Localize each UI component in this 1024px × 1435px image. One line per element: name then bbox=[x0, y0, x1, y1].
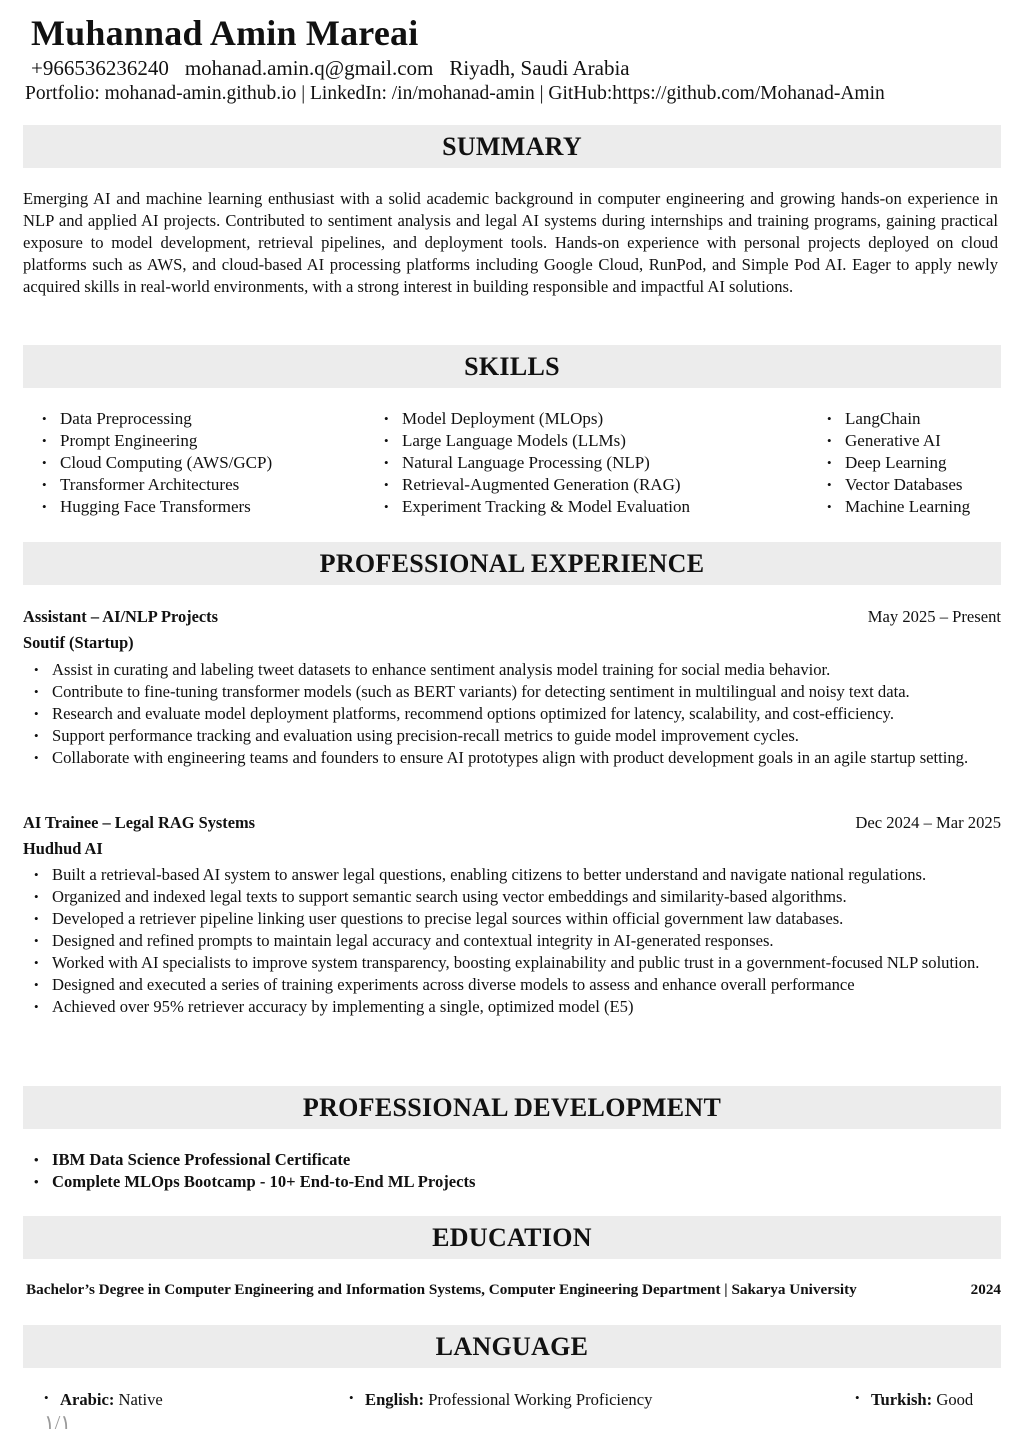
section-header-skills bbox=[23, 345, 1001, 388]
skill-item: • Hugging Face Transformers bbox=[38, 496, 272, 518]
education-entry bbox=[26, 1281, 1001, 1299]
section-header-language bbox=[23, 1325, 1001, 1368]
location: Riyadh, Saudi Arabia bbox=[449, 56, 630, 80]
list-item: • Built a retrieval-based AI system to answer legal questions, enabling citizens to better understand and navigate national regulations. bbox=[30, 864, 952, 886]
list-item: • Achieved over 95% retriever accuracy by implementing a single, optimized model (E5) bbox=[30, 996, 1005, 1018]
language-item bbox=[851, 1390, 973, 1410]
list-item: • Assist in curating and labeling tweet datasets to enhance sentiment analysis model training for social media behavior. bbox=[30, 659, 1005, 681]
list-item: • Designed and executed a series of training experiments across diverse models to assess and enhance overall performance bbox=[30, 974, 1005, 996]
job-company: Soutif (Startup) bbox=[23, 633, 134, 652]
job-dates: Dec 2024 – Mar 2025 bbox=[855, 813, 1001, 832]
section-header-development bbox=[23, 1086, 1001, 1129]
contact-line bbox=[31, 56, 630, 81]
graduation-year: 2024 bbox=[970, 1281, 1001, 1298]
section-header-experience bbox=[23, 542, 1001, 585]
language-item bbox=[345, 1390, 652, 1410]
language-item bbox=[40, 1390, 163, 1410]
skill-item: • Natural Language Processing (NLP) bbox=[380, 452, 690, 474]
job-company: Hudhud AI bbox=[23, 839, 103, 858]
section-header-summary bbox=[23, 125, 1001, 168]
language-name: Turkish: bbox=[871, 1390, 933, 1409]
skills-column-3 bbox=[823, 408, 970, 518]
skill-item: • Machine Learning bbox=[823, 496, 970, 518]
section-title: EDUCATION bbox=[432, 1222, 592, 1252]
degree: Bachelor’s Degree in Computer Engineering and Information Systems, Computer Engineering Department | Sakarya University bbox=[26, 1281, 857, 1298]
list-item: • Collaborate with engineering teams and founders to ensure AI prototypes align with product development goals in an agile startup setting. bbox=[30, 747, 972, 769]
skill-item: • Model Deployment (MLOps) bbox=[380, 408, 690, 430]
job-title: Assistant – AI/NLP Projects bbox=[23, 607, 219, 626]
language-name: Arabic: bbox=[60, 1390, 115, 1409]
list-item: • Worked with AI specialists to improve system transparency, boosting explainability and public trust in a government-focused NLP solution. bbox=[30, 952, 992, 974]
section-title: PROFESSIONAL DEVELOPMENT bbox=[302, 1092, 722, 1122]
skill-item: • Large Language Models (LLMs) bbox=[380, 430, 690, 452]
skill-item: • Cloud Computing (AWS/GCP) bbox=[38, 452, 272, 474]
skill-item: • Generative AI bbox=[823, 430, 970, 452]
skill-item: • Retrieval-Augmented Generation (RAG) bbox=[380, 474, 690, 496]
job-bullets bbox=[30, 659, 1005, 769]
list-item: • Developed a retriever pipeline linking user questions to precise legal sources within official government law databases. bbox=[30, 908, 1005, 930]
list-item: • Contribute to fine-tuning transformer models (such as BERT variants) for detecting sentiment in multilingual and noisy text data. bbox=[30, 681, 1005, 703]
skill-item: • Transformer Architectures bbox=[38, 474, 272, 496]
language-level: Professional Working Proficiency bbox=[428, 1390, 653, 1409]
section-title: SKILLS bbox=[464, 351, 560, 381]
page-number: ١/١ bbox=[44, 1412, 72, 1434]
skill-item: • LangChain bbox=[823, 408, 970, 430]
language-name: English: bbox=[365, 1390, 425, 1409]
section-header-education bbox=[23, 1216, 1001, 1259]
list-item: • Support performance tracking and evaluation using precision-recall metrics to guide model improvement cycles. bbox=[30, 725, 1005, 747]
job-bullets bbox=[30, 864, 1005, 1018]
skill-item: • Experiment Tracking & Model Evaluation bbox=[380, 496, 690, 518]
section-title: PROFESSIONAL EXPERIENCE bbox=[319, 548, 705, 578]
candidate-name: Muhannad Amin Mareai bbox=[31, 13, 419, 53]
section-title: LANGUAGE bbox=[435, 1331, 589, 1361]
summary-text: Emerging AI and machine learning enthusiast with a solid academic background in computer engineering and growing hands-on experience in NLP and applied AI projects. Contributed to sentiment analysis and legal AI systems during internships and training programs, gaining practical exposure to model development, retrieval pipelines, and deployment tools. Hands-on experience with personal projects deployed on cloud platforms such as AWS, and cloud-based AI processing platforms including Google Cloud, RunPod, and Simple Pod AI. Eager to apply newly acquired skills in real-world environments, with a strong interest in building responsible and impactful AI solutions. bbox=[23, 189, 998, 296]
language-level: Good bbox=[936, 1390, 974, 1409]
section-title: SUMMARY bbox=[442, 131, 582, 161]
skills-column-1 bbox=[38, 408, 272, 518]
skill-item: • Deep Learning bbox=[823, 452, 970, 474]
list-item: • Organized and indexed legal texts to support semantic search using vector embeddings and similarity-based algorithms. bbox=[30, 886, 1005, 908]
job-title: AI Trainee – Legal RAG Systems bbox=[23, 813, 256, 832]
list-item: • IBM Data Science Professional Certificate bbox=[30, 1149, 1005, 1171]
list-item: • Designed and refined prompts to maintain legal accuracy and contextual integrity in AI-generated responses. bbox=[30, 930, 1005, 952]
skill-item: • Vector Databases bbox=[823, 474, 970, 496]
job-dates: May 2025 – Present bbox=[867, 607, 1001, 626]
phone: +966536236240 bbox=[31, 56, 169, 80]
skill-item: • Data Preprocessing bbox=[38, 408, 272, 430]
language-level: Native bbox=[118, 1390, 163, 1409]
skill-item: • Prompt Engineering bbox=[38, 430, 272, 452]
email: mohanad.amin.q@gmail.com bbox=[184, 56, 434, 80]
profile-links: Portfolio: mohanad-amin.github.io | LinkedIn: /in/mohanad-amin | GitHub:https://github.com/Mohanad-Amin bbox=[25, 83, 885, 104]
skills-column-2 bbox=[380, 408, 690, 518]
list-item: • Research and evaluate model deployment platforms, recommend options optimized for latency, scalability, and cost-efficiency. bbox=[30, 703, 1005, 725]
list-item: • Complete MLOps Bootcamp - 10+ End-to-End ML Projects bbox=[30, 1171, 1005, 1193]
development-list bbox=[30, 1149, 1005, 1193]
